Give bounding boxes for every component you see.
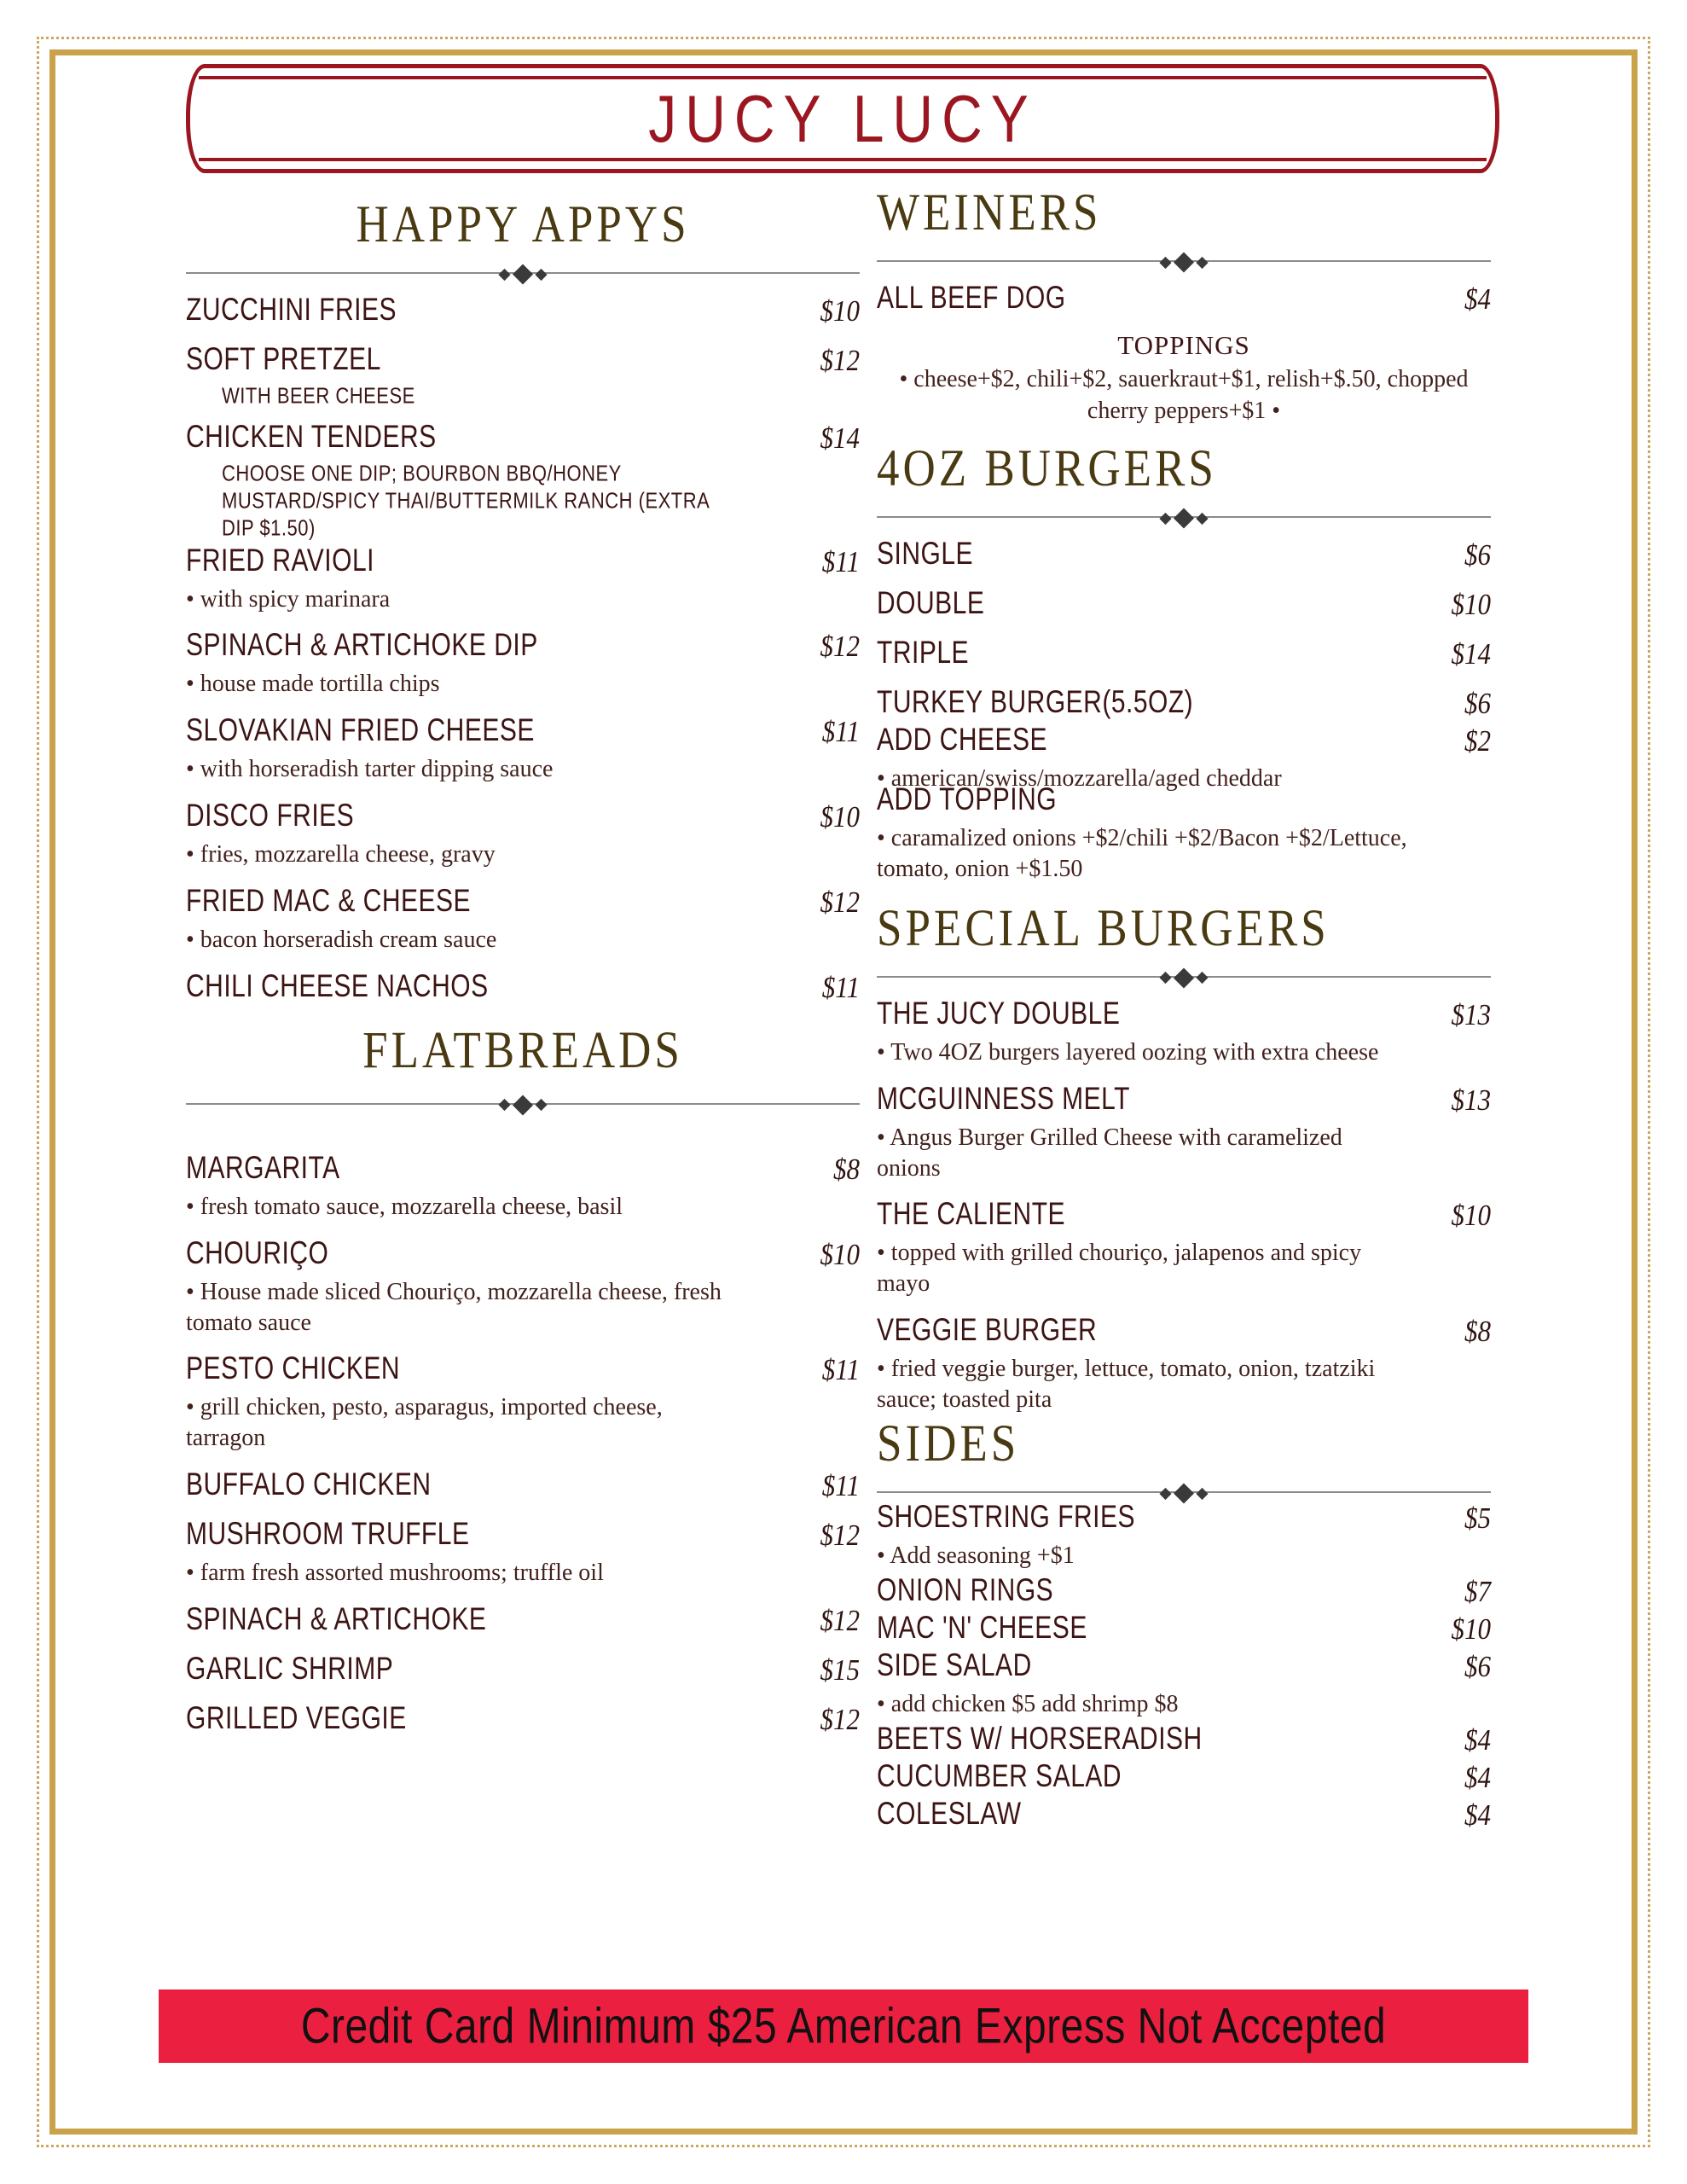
section-divider [877, 1486, 1491, 1498]
menu-item [186, 969, 860, 1005]
menu-item [877, 1759, 1491, 1795]
item-name: SHOESTRING FRIES [877, 1500, 1136, 1535]
item-name: SPINACH & ARTICHOKE DIP [186, 628, 538, 664]
title-plaque [186, 64, 1499, 173]
diamond-ornament-icon [498, 269, 510, 281]
item-description: • topped with grilled chouriço, jalapenos and spicy mayo [877, 1240, 1362, 1298]
item-description: • grill chicken, pesto, asparagus, imported cheese, tarragon [186, 1394, 663, 1452]
left-column [186, 195, 860, 1833]
menu-item [186, 713, 860, 749]
diamond-ornament-icon [513, 264, 533, 285]
item-name: THE CALIENTE [877, 1197, 1066, 1233]
item-name: CHILI CHEESE NACHOS [186, 969, 489, 1004]
diamond-ornament-icon [1159, 1487, 1171, 1499]
item-name: ZUCCHINI FRIES [186, 293, 397, 328]
menu-item [877, 1082, 1491, 1118]
menu-item [877, 723, 1491, 758]
item-name: BUFFALO CHICKEN [186, 1467, 432, 1502]
menu-item [186, 420, 860, 456]
diamond-ornament-icon [1159, 257, 1171, 269]
item-description: • caramalized onions +$2/chili +$2/Bacon +$2/Lettuce, tomato, onion +$1.50 [877, 825, 1407, 882]
item-price: $11 [821, 1468, 860, 1502]
item-name: ONION RINGS [877, 1573, 1054, 1608]
item-description: • bacon horseradish cream sauce [186, 926, 497, 953]
right-column [877, 183, 1491, 1833]
page-title: JUCY LUCY [648, 81, 1037, 156]
item-description: • with horseradish tarter dipping sauce [186, 756, 554, 783]
item-description: • with spicy marinara [186, 585, 391, 613]
item-description: • house made tortilla chips [186, 671, 440, 698]
item-price: $4 [1464, 282, 1491, 317]
section-divider [186, 1098, 860, 1110]
menu-item [877, 1797, 1491, 1833]
item-name: VEGGIE BURGER [877, 1313, 1098, 1348]
section-divider [186, 267, 860, 279]
item-name: GARLIC SHRIMP [186, 1652, 394, 1687]
item-name: SLOVAKIAN FRIED CHEESE [186, 713, 535, 748]
section-heading: HAPPY APPYS [356, 195, 690, 253]
item-name: DOUBLE [877, 586, 985, 622]
item-price: $12 [820, 343, 860, 378]
item-price: $5 [1464, 1501, 1491, 1535]
item-description: • add chicken $5 add shrimp $8 [877, 1690, 1179, 1717]
item-description: • Two 4OZ burgers layered oozing with extra cheese [877, 1038, 1379, 1066]
menu-item [186, 342, 860, 378]
diamond-ornament-icon [1174, 253, 1194, 273]
menu-item [877, 1197, 1491, 1233]
item-description: • Add seasoning +$1 [877, 1542, 1075, 1569]
diamond-ornament-icon [1196, 257, 1208, 269]
item-price: $13 [1451, 997, 1491, 1031]
diamond-ornament-icon [498, 1099, 510, 1111]
item-price: $10 [1451, 1199, 1491, 1233]
item-price: $2 [1464, 723, 1491, 758]
item-name: MARGARITA [186, 1151, 340, 1186]
diamond-ornament-icon [1196, 972, 1208, 984]
item-subnote: WITH BEER CHEESE [222, 383, 415, 409]
diamond-ornament-icon [513, 1095, 533, 1115]
item-name: ADD TOPPING [877, 782, 1058, 817]
menu-item [186, 1517, 860, 1553]
item-name: TURKEY BURGER(5.5OZ) [877, 685, 1194, 721]
item-name: SINGLE [877, 537, 974, 572]
menu-item [877, 537, 1491, 572]
section-divider [877, 971, 1491, 983]
item-price: $11 [821, 970, 860, 1004]
diamond-ornament-icon [1174, 1483, 1194, 1503]
item-price: $10 [820, 293, 860, 328]
item-price: $4 [1464, 1760, 1491, 1794]
section-heading: SIDES [877, 1414, 1020, 1472]
footer-banner [159, 1989, 1528, 2063]
item-price: $12 [820, 1518, 860, 1552]
menu-item [186, 1151, 860, 1187]
item-price: $10 [1451, 1612, 1491, 1646]
item-name: SOFT PRETZEL [186, 342, 381, 378]
item-description: • fresh tomato sauce, mozzarella cheese, basil [186, 1193, 623, 1220]
item-name: TRIPLE [877, 636, 970, 671]
menu-item [186, 1351, 860, 1387]
diamond-ornament-icon [1174, 508, 1194, 529]
menu-item [877, 1648, 1491, 1684]
menu-item [186, 884, 860, 920]
diamond-ornament-icon [1196, 513, 1208, 525]
diamond-ornament-icon [535, 1099, 547, 1111]
menu-item [877, 1611, 1491, 1647]
item-price: $12 [820, 630, 860, 664]
item-name: ADD CHEESE [877, 723, 1048, 758]
menu-columns [0, 183, 1687, 1833]
item-name: GRILLED VEGGIE [186, 1701, 407, 1736]
menu-item [877, 636, 1491, 671]
item-price: $14 [820, 421, 860, 455]
item-name: CUCUMBER SALAD [877, 1759, 1122, 1794]
item-name: DISCO FRIES [186, 799, 355, 834]
item-description: • fried veggie burger, lettuce, tomato, onion, tzatziki sauce; toasted pita [877, 1356, 1376, 1413]
menu-item [186, 293, 860, 328]
toppings-title: TOPPINGS [1117, 330, 1250, 361]
menu-item [186, 1467, 860, 1503]
section-sides [877, 1414, 1491, 1833]
menu-item [877, 1573, 1491, 1609]
menu-item [877, 1313, 1491, 1349]
item-name: BEETS W/ HORSERADISH [877, 1722, 1203, 1757]
item-name: ALL BEEF DOG [877, 281, 1066, 317]
item-description: • american/swiss/mozzarella/aged cheddar [877, 765, 1282, 793]
item-price: $8 [1464, 1314, 1491, 1348]
item-price: $6 [1464, 537, 1491, 572]
section-4oz-burgers [877, 439, 1491, 885]
section-happy-appys [186, 195, 860, 1005]
item-description: • fries, mozzarella cheese, gravy [186, 841, 496, 868]
item-price: $14 [1451, 636, 1491, 671]
item-subnote: CHOOSE ONE DIP; BOURBON BBQ/HONEY MUSTARD/SPICY THAI/BUTTERMILK RANCH (EXTRA DIP $1.50) [222, 461, 710, 540]
menu-item [186, 1701, 860, 1737]
item-price: $4 [1464, 1722, 1491, 1757]
item-name: SPINACH & ARTICHOKE [186, 1602, 487, 1637]
item-name: MUSHROOM TRUFFLE [186, 1517, 470, 1552]
item-price: $8 [833, 1152, 860, 1186]
diamond-ornament-icon [1174, 967, 1194, 988]
item-price: $13 [1451, 1083, 1491, 1117]
item-price: $10 [820, 1237, 860, 1271]
item-name: PESTO CHICKEN [186, 1351, 400, 1387]
item-price: $11 [821, 544, 860, 578]
item-price: $12 [820, 1603, 860, 1637]
item-price: $11 [821, 1353, 860, 1387]
item-price: $15 [820, 1653, 860, 1687]
section-weiners [877, 183, 1491, 427]
menu-item [877, 586, 1491, 622]
footer-banner-text: Credit Card Minimum $25 American Express Not Accepted [300, 1998, 1387, 2054]
menu-item [877, 685, 1491, 721]
item-price: $10 [820, 799, 860, 834]
item-name: THE JUCY DOUBLE [877, 996, 1121, 1031]
diamond-ornament-icon [1159, 972, 1171, 984]
item-price: $11 [821, 714, 860, 749]
toppings-list: • cheese+$2, chili+$2, sauerkraut+$1, relish+$.50, chopped cherry peppers+$1 • [899, 366, 1469, 424]
menu-item [877, 281, 1491, 317]
section-heading: FLATBREADS [362, 1021, 683, 1079]
item-price: $10 [1451, 587, 1491, 622]
item-name: CHOURIÇO [186, 1236, 329, 1271]
item-name: COLESLAW [877, 1797, 1022, 1832]
item-price: $6 [1464, 686, 1491, 721]
item-price: $12 [820, 1702, 860, 1736]
section-divider [877, 255, 1491, 267]
menu-item [186, 799, 860, 834]
item-price: $7 [1464, 1574, 1491, 1608]
item-name: MCGUINNESS MELT [877, 1082, 1130, 1117]
menu-item [186, 628, 860, 664]
menu-item [186, 1652, 860, 1687]
item-name: SIDE SALAD [877, 1648, 1032, 1683]
menu-item [877, 1722, 1491, 1757]
item-name: CHICKEN TENDERS [186, 420, 437, 455]
diamond-ornament-icon [1159, 513, 1171, 525]
section-heading: 4OZ BURGERS [877, 439, 1217, 497]
section-heading: SPECIAL BURGERS [877, 899, 1330, 957]
item-price: $6 [1464, 1649, 1491, 1683]
menu-item [877, 996, 1491, 1032]
toppings-block [877, 330, 1491, 427]
section-heading: WEINERS [877, 183, 1102, 241]
menu-item [186, 543, 860, 579]
menu-item [186, 1236, 860, 1272]
item-name: FRIED RAVIOLI [186, 543, 374, 578]
item-price: $4 [1464, 1798, 1491, 1832]
menu-item [186, 1602, 860, 1638]
item-description: • farm fresh assorted mushrooms; truffle oil [186, 1560, 604, 1587]
menu-item [877, 1500, 1491, 1536]
section-flatbreads [186, 1021, 860, 1737]
item-description: • Angus Burger Grilled Cheese with caramelized onions [877, 1124, 1342, 1182]
diamond-ornament-icon [535, 269, 547, 281]
item-price: $12 [820, 885, 860, 919]
item-name: FRIED MAC & CHEESE [186, 884, 472, 919]
section-divider [877, 511, 1491, 523]
item-description: • House made sliced Chouriço, mozzarella cheese, fresh tomato sauce [186, 1278, 722, 1336]
section-special-burgers [877, 899, 1491, 1415]
diamond-ornament-icon [1196, 1487, 1208, 1499]
item-name: MAC 'N' CHEESE [877, 1611, 1087, 1646]
